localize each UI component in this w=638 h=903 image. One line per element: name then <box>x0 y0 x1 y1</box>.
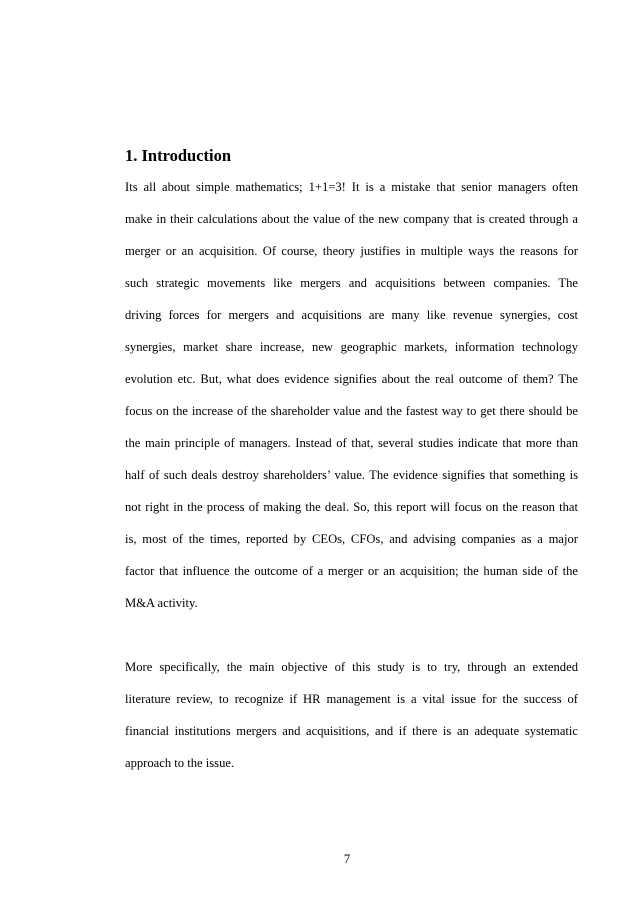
paragraph-line: the main principle of managers. Instead of that, several studies indicate that more than <box>125 436 578 450</box>
paragraph-line: financial institutions mergers and acquisitions, and if there is an adequate systematic <box>125 724 578 738</box>
paragraph-line: driving forces for mergers and acquisitions are many like revenue synergies, cost <box>125 308 578 322</box>
paragraph-line: merger or an acquisition. Of course, theory justifies in multiple ways the reasons for <box>125 244 578 258</box>
paragraph-line: focus on the increase of the shareholder value and the fastest way to get there should be <box>125 404 578 418</box>
paragraph-line: Its all about simple mathematics; 1+1=3! It is a mistake that senior managers often <box>125 180 578 194</box>
page-number: 7 <box>343 852 351 866</box>
paragraph-line: half of such deals destroy shareholders’ value. The evidence signifies that something is <box>125 468 578 482</box>
paragraph-line: approach to the issue. <box>125 756 235 770</box>
paragraph-line: literature review, to recognize if HR management is a vital issue for the success of <box>125 692 578 706</box>
paragraph-line: is, most of the times, reported by CEOs, CFOs, and advising companies as a major <box>125 532 578 546</box>
paragraph-line: synergies, market share increase, new geographic markets, information technology <box>125 340 578 354</box>
paragraph-line: such strategic movements like mergers and acquisitions between companies. The <box>125 276 578 290</box>
paragraph-line: not right in the process of making the deal. So, this report will focus on the reason that <box>125 500 578 514</box>
paragraph-line: M&A activity. <box>125 596 198 610</box>
paragraph-line: More specifically, the main objective of this study is to try, through an extended <box>125 660 578 674</box>
paragraph-line: factor that influence the outcome of a merger or an acquisition; the human side of the <box>125 564 578 578</box>
paragraph-line: make in their calculations about the value of the new company that is created through a <box>125 212 578 226</box>
section-heading: 1. Introduction <box>125 146 232 165</box>
paragraph-line: evolution etc. But, what does evidence signifies about the real outcome of them? The <box>125 372 578 386</box>
